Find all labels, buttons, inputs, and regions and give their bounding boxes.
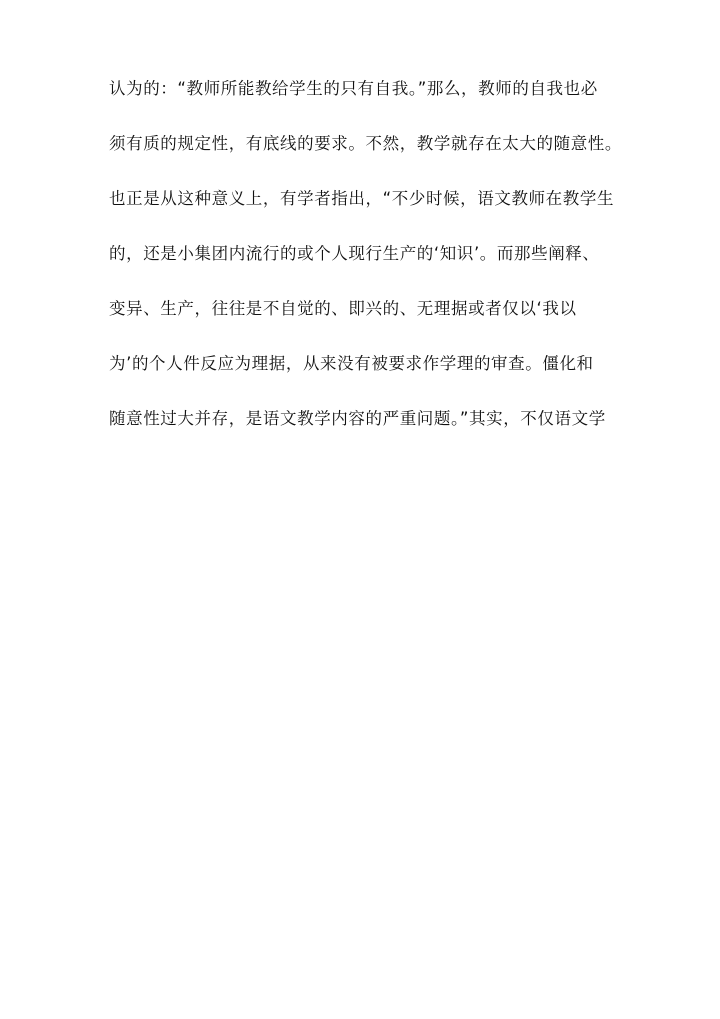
- text-line-3: 也正是从这种意义上，有学者指出，“不少时候，语文教师在教学生: [109, 189, 615, 208]
- text-line-5: 变异、生产，往往是不自觉的、即兴的、无理据或者仅以‘我以: [109, 299, 577, 318]
- text-line-7: 随意性过大并存，是语文教学内容的严重问题。”其实，不仅语文学: [109, 409, 606, 428]
- text-line-1: 认为的：“教师所能教给学生的只有自我。”那么，教师的自我也必: [109, 79, 598, 98]
- text-line-4: 的，还是小集团内流行的或个人现行生产的‘知识’。而那些阐释、: [109, 244, 600, 263]
- document-body: [109, 78, 629, 463]
- text-line-2: 须有质的规定性，有底线的要求。不然，教学就存在太大的随意性。: [109, 134, 622, 153]
- text-line-6: 为’的个人件反应为理据，从来没有被要求作学理的审查。僵化和: [109, 354, 594, 373]
